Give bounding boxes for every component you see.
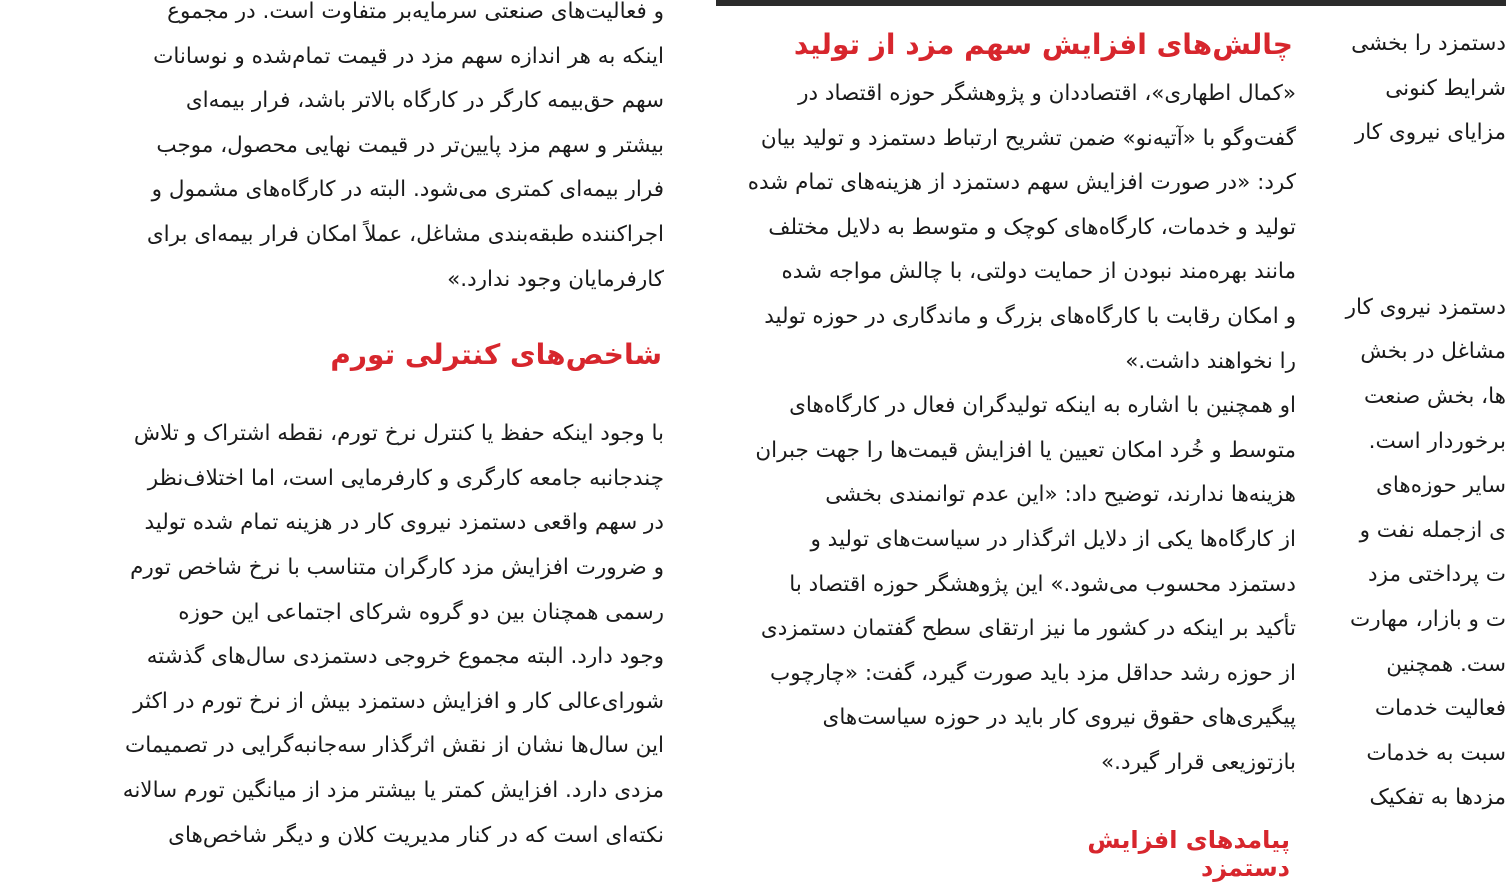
text-line: مزدی دارد. افزایش کمتر یا بیشتر مزد از میانگین تورم سالانه — [122, 777, 664, 803]
text-line: سایر حوزه‌های — [1375, 473, 1506, 499]
text-line: مانند بهره‌مند نبودن از حمایت دولتی، با چالش مواجه شده — [781, 259, 1296, 285]
text-line: وجود دارد. البته مجموع خروجی دستمزدی سال‌های گذشته — [146, 644, 664, 670]
right-paragraph-1 — [1346, 22, 1506, 156]
text-line: مشاغل در بخش — [1360, 339, 1506, 365]
text-line: این سال‌ها نشان از نقش اثرگذار سه‌جانبه‌گرایی در تصمیمات — [125, 733, 664, 759]
text-line: پیگیری‌های حقوق نیروی کار باید در حوزه سیاست‌های — [822, 705, 1296, 731]
text-line: ت و بازار، مهارت — [1350, 606, 1506, 632]
text-line: گفت‌وگو با «آتیه‌نو» ضمن تشریح ارتباط دستمزد و تولید بیان — [760, 125, 1296, 151]
text-line: از کارگاه‌ها یکی از دلایل اثرگذار در سیاست‌های تولید و — [810, 526, 1296, 552]
middle-paragraph-2 — [716, 384, 1296, 785]
text-line: کرد: «در صورت افزایش سهم دستمزد از هزینه‌های تمام شده — [747, 170, 1296, 196]
text-line: دستمزد نیروی کار — [1345, 294, 1506, 320]
text-line: هزینه‌ها ندارند، توضیح داد: «این عدم توانمندی بخشی — [825, 482, 1296, 508]
text-line: در سهم واقعی دستمزد نیروی کار در هزینه تمام شده تولید — [144, 510, 664, 536]
text-line: تولید و خدمات، کارگاه‌های کوچک و متوسط به دلایل مختلف — [768, 214, 1296, 240]
text-line: دستمزد را بخشی — [1351, 31, 1506, 56]
left-paragraph-2 — [86, 412, 664, 858]
text-line: ی ازجمله نفت و — [1359, 517, 1506, 543]
text-line: اینکه به هر اندازه سهم مزد در قیمت تمام‌شده و نوسانات — [153, 43, 664, 69]
section-heading-inflation-control: شاخص‌های کنترلی تورم — [330, 338, 662, 371]
text-line: چندجانبه جامعه کارگری و کارفرمایی است، اما اختلاف‌نظر — [147, 465, 664, 491]
text-line: شورای‌عالی کار و افزایش دستمزد بیش از نرخ تورم در اکثر — [133, 688, 664, 714]
text-line: او همچنین با اشاره به اینکه تولیدگران فعال در کارگاه‌های — [789, 393, 1296, 419]
text-line: و امکان رقابت با کارگاه‌های بزرگ و ماندگاری در حوزه تولید — [764, 303, 1296, 329]
text-line: با وجود اینکه حفظ یا کنترل نرخ تورم، نقطه اشتراک و تلاش — [133, 421, 664, 447]
left-paragraph-1 — [86, 0, 664, 302]
right-column-cropped — [1346, 22, 1506, 821]
middle-column — [716, 72, 1296, 786]
text-line: شرایط کنونی — [1385, 75, 1506, 101]
text-line: بیشتر و سهم مزد پایین‌تر در قیمت نهایی محصول، موجب — [156, 132, 664, 158]
text-line: ‌ها، بخش صنعت — [1364, 383, 1506, 409]
right-paragraph-2 — [1346, 286, 1506, 821]
text-line: را نخواهند داشت.» — [1125, 348, 1296, 374]
text-line: فرار بیمه‌ای کمتری می‌شود. البته در کارگاه‌های مشمول و — [151, 177, 664, 203]
text-line: سبت به خدمات — [1366, 740, 1506, 766]
text-line: نکته‌ای است که در کنار مدیریت کلان و دیگر شاخص‌های — [168, 822, 664, 848]
text-line: اجراکننده طبقه‌بندی مشاغل، عملاً امکان فرار بیمه‌ای برای — [146, 221, 664, 247]
middle-paragraph-1 — [716, 72, 1296, 384]
text-line: متوسط و خُرد امکان تعیین یا افزایش قیمت‌ها را جهت جبران — [755, 437, 1296, 463]
left-column — [86, 0, 664, 858]
text-line: رسمی همچنان بین دو گروه شرکای اجتماعی این حوزه — [178, 599, 664, 625]
text-line: سهم حق‌بیمه کارگر در کارگاه بالاتر باشد، فرار بیمه‌ای — [185, 88, 664, 114]
text-line: بازتوزیعی قرار گیرد.» — [1101, 749, 1296, 775]
text-line: و فعالیت‌های صنعتی سرمایه‌بر متفاوت است. در مجموع — [167, 0, 664, 24]
text-line: تأکید بر اینکه در کشور ما نیز ارتقای سطح گفتمان دستمزدی — [760, 616, 1296, 642]
section-heading-wage-share-challenges: چالش‌های افزایش سهم مزد از تولید — [793, 28, 1293, 61]
text-line: «کمال اطهاری»، اقتصاددان و پژوهشگر حوزه اقتصاد در — [798, 81, 1296, 106]
text-line: مزدها به تفکیک — [1369, 785, 1506, 811]
text-line: مزایای نیروی کار — [1354, 120, 1506, 146]
text-line: برخوردار است. — [1368, 428, 1506, 454]
next-section-heading-cutoff: پیامدهای افزایش دستمزد — [1087, 826, 1290, 882]
text-line: ت پرداختی مزد — [1368, 562, 1506, 588]
text-line: ست. همچنین — [1386, 651, 1506, 677]
text-line: فعالیت خدمات — [1374, 696, 1506, 722]
text-line: از حوزه رشد حداقل مزد باید صورت گیرد، گفت: «چارچوب — [769, 660, 1296, 686]
text-line: کارفرمایان وجود ندارد.» — [447, 266, 664, 292]
article-photo-edge — [716, 0, 1506, 6]
text-line: و ضرورت افزایش مزد کارگران متناسب با نرخ شاخص تورم — [130, 554, 664, 580]
text-line: دستمزد محسوب می‌شود.» این پژوهشگر حوزه اقتصاد با — [789, 571, 1296, 597]
